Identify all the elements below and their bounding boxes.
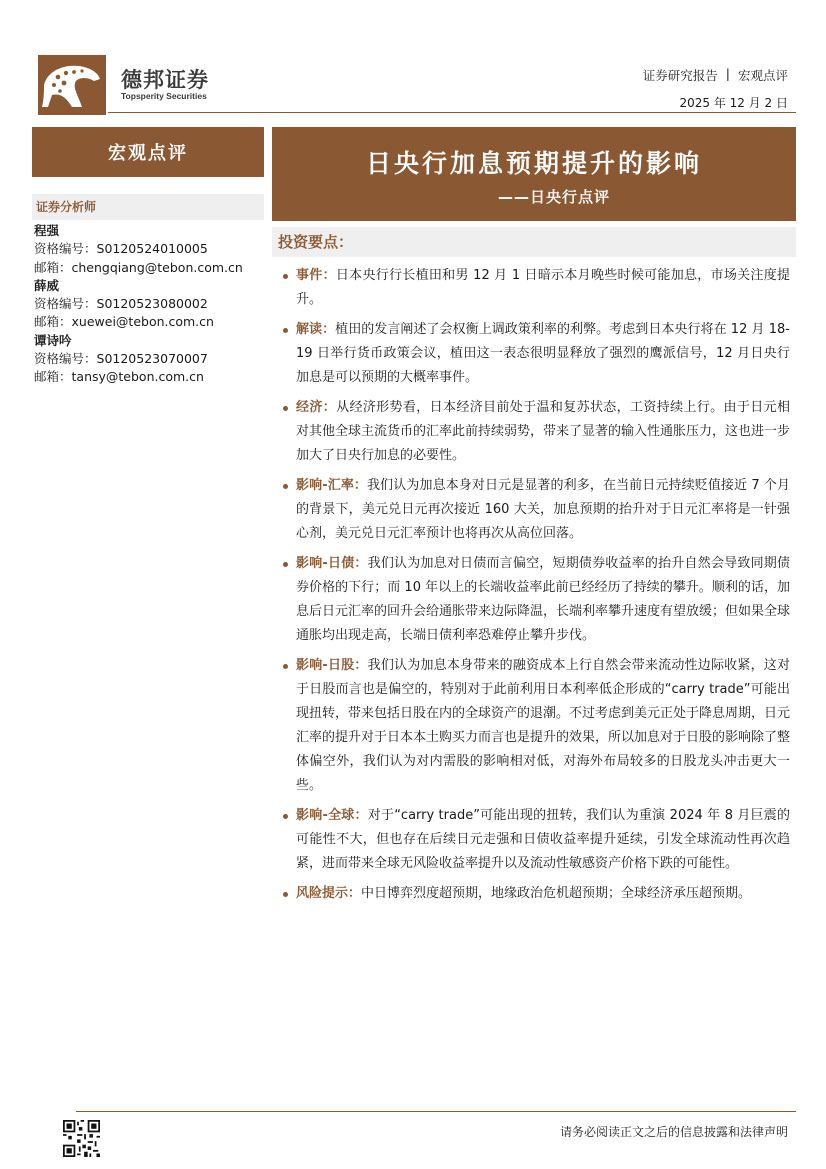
category-banner: 宏观点评	[32, 127, 264, 177]
email-label: 邮箱：	[34, 369, 72, 385]
key-point-text: 日本央行行长植田和男 12 月 1 日暗示本月晚些时候可能加息，市场关注度提升。	[296, 268, 790, 307]
cert-label: 资格编号：	[34, 296, 97, 312]
header-separator: |	[725, 66, 730, 81]
key-point	[296, 654, 790, 798]
key-point-label: 影响-汇率：	[296, 478, 368, 493]
brand-name-cn: 德邦证券	[121, 68, 209, 92]
analyst-email	[34, 259, 243, 277]
email-address[interactable]: xuewei@tebon.com.cn	[71, 314, 214, 330]
cert-number: S0120523080002	[96, 296, 208, 312]
key-point-label: 影响-日股：	[296, 658, 368, 673]
report-subtitle: ——日央行点评	[497, 188, 610, 206]
report-type: 证券研究报告	[642, 68, 718, 83]
analyst-cert	[34, 240, 243, 258]
analyst-email	[34, 313, 243, 331]
email-label: 邮箱：	[34, 259, 72, 275]
email-address[interactable]: tansy@tebon.com.cn	[71, 369, 204, 385]
key-point-text: 中日博弈烈度超预期，地缘政治危机超预期；全球经济承压超预期。	[361, 886, 752, 901]
cert-label: 资格编号：	[34, 351, 97, 367]
key-point-label: 事件：	[296, 268, 336, 283]
key-point	[296, 474, 790, 546]
report-category: 宏观点评	[737, 68, 788, 83]
analyst-cert	[34, 350, 243, 368]
key-point-label: 解读：	[296, 322, 336, 337]
key-point-label: 影响-全球：	[296, 808, 368, 823]
leopard-logo-icon	[38, 55, 106, 115]
qr-code-icon[interactable]	[63, 1120, 100, 1157]
analyst-name: 薛威	[34, 277, 60, 293]
title-banner	[272, 127, 796, 221]
key-point-text: 我们认为加息对日债而言偏空，短期债券收益率的抬升自然会导致同期债券价格的下行；而 10 年以上的长端收益率此前已经经历了持续的攀升。顺利的话，加息后日元汇率的回升会给通胀带来边际降温，长端利率攀升速度有望放缓；但如果全球通胀均出现走高，长端日债利率恐难停止攀升步伐。	[296, 556, 791, 643]
key-points-list	[296, 264, 790, 912]
key-point-text: 对于“carry trade”可能出现的扭转，我们认为重演 2024 年 8 月巨震的可能性不大，但也存在后续日元走强和日债收益率提升延续，引发全球流动性再次趋紧，进而带来全球无风险收益率提升以及流动性敏感资产价格下跌的可能性。	[296, 808, 790, 871]
key-point-label: 影响-日债：	[296, 556, 368, 571]
report-date: 2025 年 12 月 2 日	[679, 96, 788, 110]
key-point-text: 我们认为加息本身带来的融资成本上行自然会带来流动性边际收紧，这对于日股而言也是偏空的，特别对于此前利用日本利率低企形成的“carry trade”可能出现扭转，带来包括日股在内的全球资产的退潮。不过考虑到美元正处于降息周期，日元汇率的提升对于日本本土购买力而言也是提升的效果，所以加息对于日股的影响除了整体偏空外，我们认为对内需股的影响相对低，对海外布局较多的日股龙头冲击更大一些。	[296, 658, 791, 793]
key-points-header: 投资要点：	[272, 227, 796, 257]
analyst-name: 谭诗吟	[34, 332, 72, 348]
footer-divider	[76, 1111, 796, 1112]
analyst-cert	[34, 295, 243, 313]
header-divider	[108, 112, 796, 113]
key-point-text: 从经济形势看，日本经济目前处于温和复苏状态，工资持续上行。由于日元相对其他全球主流货币的汇率此前持续弱势，带来了显著的输入性通胀压力，这也进一步加大了日央行加息的必要性。	[296, 400, 791, 463]
cert-number: S0120524010005	[96, 241, 208, 257]
key-point	[296, 882, 790, 906]
key-point	[296, 264, 790, 312]
email-label: 邮箱：	[34, 314, 72, 330]
brand-name-en: Topsperity Securities	[121, 91, 207, 101]
analyst-entry	[34, 222, 243, 277]
key-point	[296, 552, 790, 648]
key-point-label: 经济：	[296, 400, 337, 415]
analyst-list	[34, 222, 243, 387]
analyst-name: 程强	[34, 223, 60, 238]
analyst-email	[34, 368, 243, 386]
key-point	[296, 396, 790, 468]
analyst-section-header: 证券分析师	[32, 194, 264, 220]
key-point	[296, 318, 790, 390]
analyst-entry	[34, 332, 243, 387]
report-header	[643, 66, 788, 84]
key-point	[296, 804, 790, 876]
cert-label: 资格编号：	[34, 241, 97, 257]
key-point-text: 我们认为加息本身对日元是显著的利多，在当前日元持续贬值接近 7 个月的背景下，美元兑日元再次接近 160 大关，加息预期的抬升对于日元汇率将是一针强心剂，美元兑日元汇率预计也将再次从高位回落。	[296, 478, 790, 541]
analyst-entry	[34, 277, 243, 332]
email-address[interactable]: chengqiang@tebon.com.cn	[71, 259, 243, 275]
cert-number: S0120523070007	[96, 351, 208, 367]
report-title: 日央行加息预期提升的影响	[365, 149, 702, 178]
key-point-label: 风险提示：	[296, 886, 362, 901]
legal-disclaimer: 请务必阅读正文之后的信息披露和法律声明	[559, 1125, 788, 1139]
key-point-text: 植田的发言阐述了会权衡上调政策利率的利弊。考虑到日本央行将在 12 月 18-19 日举行货币政策会议，植田这一表态很明显释放了强烈的鹰派信号，12 月日央行加息是可以预期的大概率事件。	[296, 322, 790, 385]
